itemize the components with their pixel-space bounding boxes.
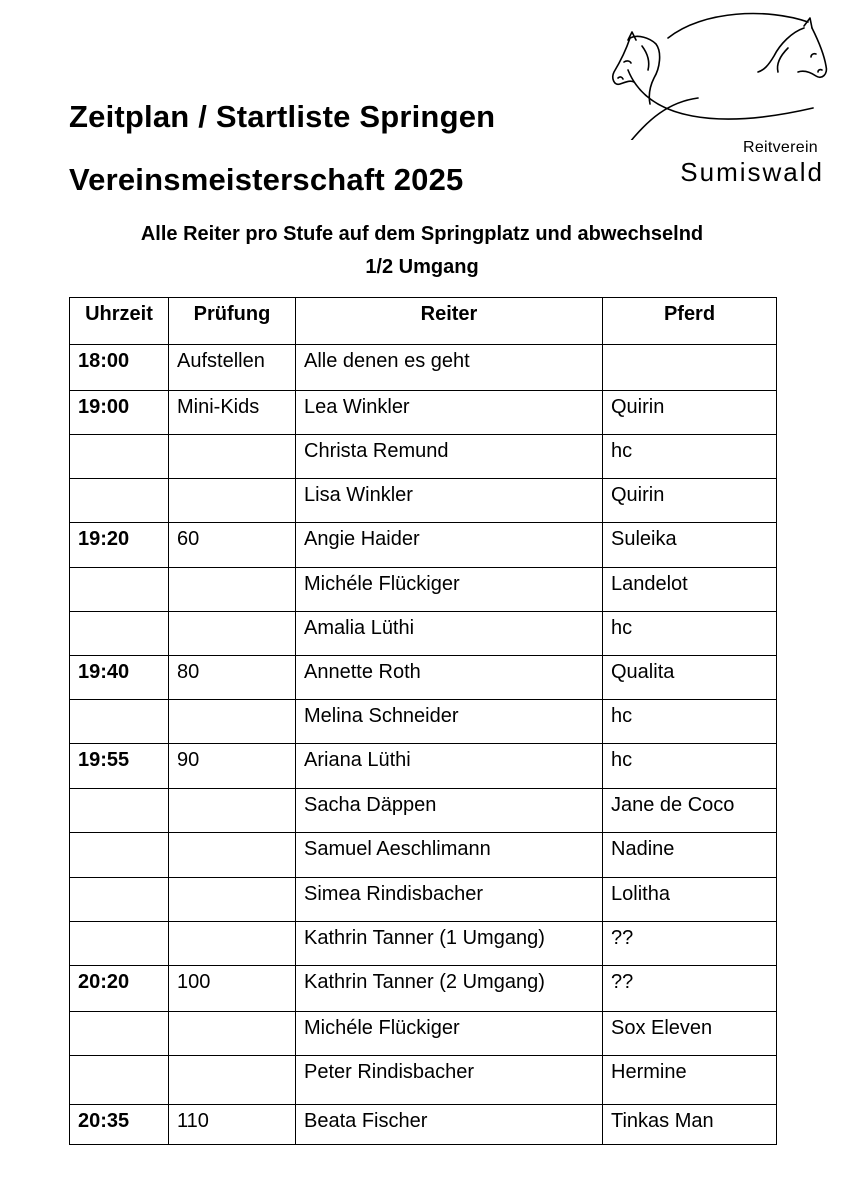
cell-class: 90 [169, 744, 296, 789]
cell-rider: Alle denen es geht [296, 345, 603, 391]
table-row [70, 744, 777, 789]
cell-time [70, 922, 169, 966]
cell-class [169, 568, 296, 612]
cell-class: 100 [169, 966, 296, 1012]
cell-rider: Michéle Flückiger [296, 1012, 603, 1056]
cell-horse: Sox Eleven [603, 1012, 777, 1056]
cell-time [70, 878, 169, 922]
page-subtitle: Vereinsmeisterschaft 2025 [69, 162, 464, 197]
table-row [70, 789, 777, 833]
header-time: Uhrzeit [70, 298, 169, 345]
table-row [70, 833, 777, 878]
cell-horse: hc [603, 435, 777, 479]
table-row [70, 878, 777, 922]
logo-text-big: Sumiswald [680, 157, 824, 187]
cell-rider: Lisa Winkler [296, 479, 603, 523]
cell-time: 19:40 [70, 656, 169, 700]
cell-class: 60 [169, 523, 296, 568]
cell-horse: ?? [603, 922, 777, 966]
table-row [70, 568, 777, 612]
cell-rider: Angie Haider [296, 523, 603, 568]
cell-rider: Simea Rindisbacher [296, 878, 603, 922]
cell-class [169, 612, 296, 656]
cell-horse: Hermine [603, 1056, 777, 1105]
cell-horse: hc [603, 612, 777, 656]
cell-horse: Quirin [603, 391, 777, 435]
cell-class: Aufstellen [169, 345, 296, 391]
cell-time [70, 1056, 169, 1105]
table-row [70, 922, 777, 966]
cell-rider: Amalia Lüthi [296, 612, 603, 656]
cell-time: 19:20 [70, 523, 169, 568]
cell-horse: Tinkas Man [603, 1105, 777, 1145]
cell-time [70, 479, 169, 523]
cell-time: 19:00 [70, 391, 169, 435]
cell-horse: Suleika [603, 523, 777, 568]
cell-time [70, 435, 169, 479]
cell-rider: Michéle Flückiger [296, 568, 603, 612]
header-horse: Pferd [603, 298, 777, 345]
cell-time [70, 700, 169, 744]
table-row [70, 523, 777, 568]
table-row [70, 345, 777, 391]
cell-rider: Melina Schneider [296, 700, 603, 744]
instructions-line-1: Alle Reiter pro Stufe auf dem Springplatz und abwechselnd [140, 223, 704, 245]
cell-time: 19:55 [70, 744, 169, 789]
cell-time [70, 568, 169, 612]
cell-time: 20:20 [70, 966, 169, 1012]
cell-horse: Landelot [603, 568, 777, 612]
cell-rider: Annette Roth [296, 656, 603, 700]
cell-class: 80 [169, 656, 296, 700]
cell-rider: Ariana Lüthi [296, 744, 603, 789]
cell-class [169, 435, 296, 479]
cell-rider: Kathrin Tanner (1 Umgang) [296, 922, 603, 966]
cell-class [169, 1056, 296, 1105]
instructions-line-2: 1/2 Umgang [365, 256, 479, 278]
cell-rider: Kathrin Tanner (2 Umgang) [296, 966, 603, 1012]
table-row [70, 1012, 777, 1056]
table-row [70, 391, 777, 435]
cell-horse: Qualita [603, 656, 777, 700]
cell-class: 110 [169, 1105, 296, 1145]
cell-horse: Nadine [603, 833, 777, 878]
table-row [70, 700, 777, 744]
cell-horse: Lolitha [603, 878, 777, 922]
cell-class [169, 1012, 296, 1056]
cell-time [70, 833, 169, 878]
club-logo [608, 10, 832, 190]
cell-time [70, 789, 169, 833]
cell-class [169, 878, 296, 922]
table-row [70, 1056, 777, 1105]
cell-rider: Sacha Däppen [296, 789, 603, 833]
table-row [70, 435, 777, 479]
cell-rider: Peter Rindisbacher [296, 1056, 603, 1105]
header-class: Prüfung [169, 298, 296, 345]
cell-horse: ?? [603, 966, 777, 1012]
cell-time [70, 1012, 169, 1056]
cell-class: Mini-Kids [169, 391, 296, 435]
table-body [70, 345, 777, 1145]
cell-rider: Beata Fischer [296, 1105, 603, 1145]
table-row [70, 656, 777, 700]
table-row [70, 1105, 777, 1145]
schedule-table [69, 297, 777, 1145]
cell-time: 18:00 [70, 345, 169, 391]
cell-horse: hc [603, 744, 777, 789]
cell-horse [603, 345, 777, 391]
cell-class [169, 833, 296, 878]
cell-horse: Jane de Coco [603, 789, 777, 833]
horse-heads-icon [608, 10, 832, 140]
cell-time: 20:35 [70, 1105, 169, 1145]
cell-class [169, 789, 296, 833]
cell-class [169, 922, 296, 966]
table-row [70, 966, 777, 1012]
cell-rider: Christa Remund [296, 435, 603, 479]
cell-class [169, 700, 296, 744]
cell-horse: Quirin [603, 479, 777, 523]
cell-rider: Samuel Aeschlimann [296, 833, 603, 878]
logo-text-small: Reitverein [742, 139, 818, 156]
page-title: Zeitplan / Startliste Springen [69, 99, 496, 134]
header-rider: Reiter [296, 298, 603, 345]
cell-rider: Lea Winkler [296, 391, 603, 435]
table-row [70, 479, 777, 523]
cell-horse: hc [603, 700, 777, 744]
table-header-row [70, 298, 777, 345]
cell-class [169, 479, 296, 523]
table-row [70, 612, 777, 656]
cell-time [70, 612, 169, 656]
